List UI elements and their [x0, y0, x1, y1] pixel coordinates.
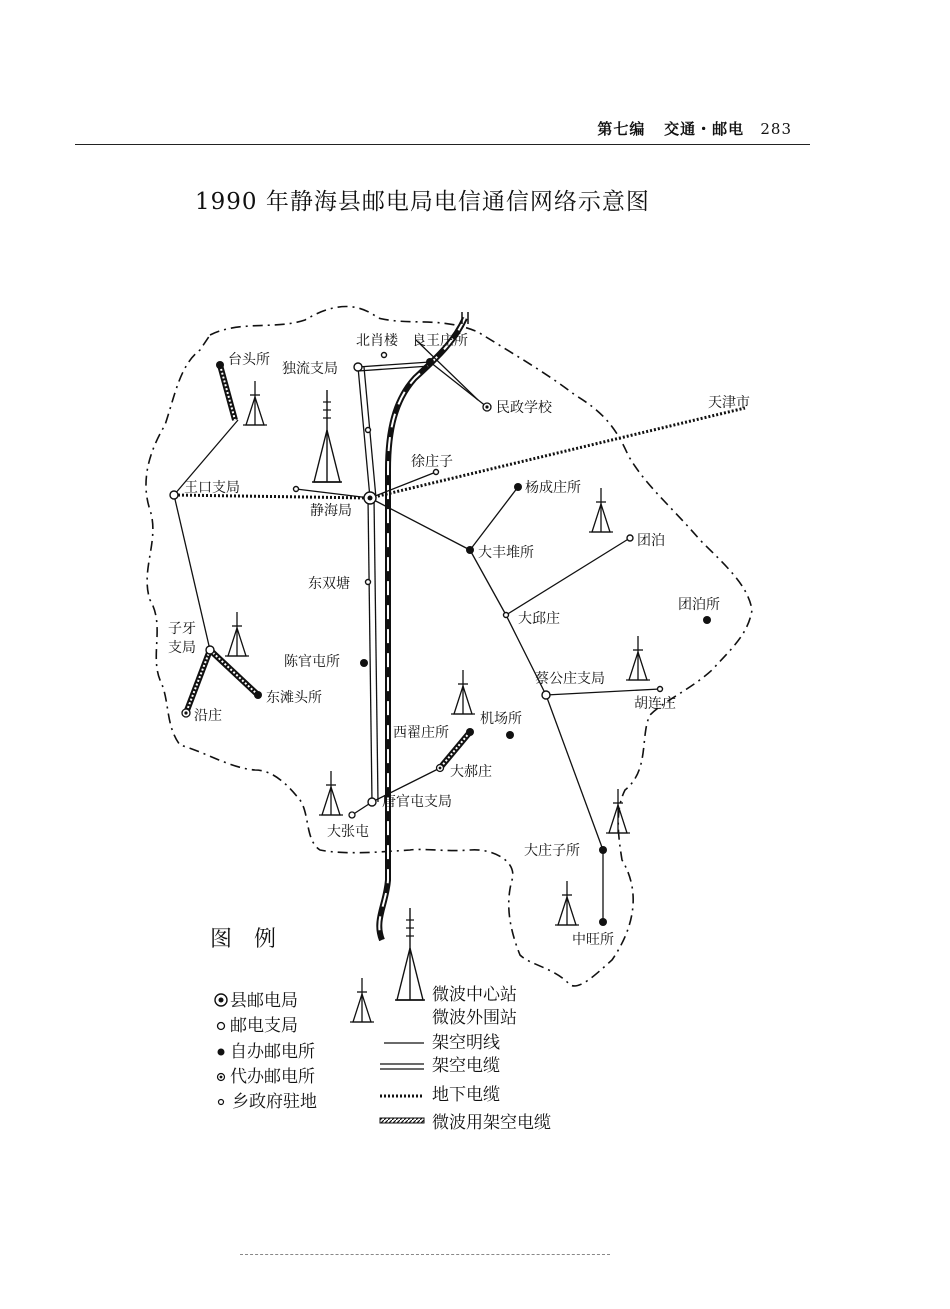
legend-agent-office: 代办邮电所	[230, 1067, 315, 1087]
label-daqiuzhuang: 大邱庄	[518, 611, 560, 627]
microwave-tower-yangcheng	[589, 488, 613, 532]
label-xuzhuangzi: 徐庄子	[411, 454, 453, 470]
node-duliu	[354, 363, 362, 371]
label-xidizhuang: 西翟庄所	[393, 725, 449, 741]
node-tuanbo-village	[627, 535, 633, 541]
label-jinghai: 静海局	[310, 503, 352, 519]
microwave-tower-ziya	[225, 612, 249, 656]
label-tuanbo-station: 团泊所	[678, 597, 720, 613]
label-duliu: 独流支局	[282, 361, 338, 377]
legend-branch-bureau: 邮电支局	[230, 1016, 298, 1036]
node-dongtan	[254, 691, 262, 699]
legend-county-bureau: 县邮电局	[230, 991, 298, 1011]
label-wangkou: 王口支局	[184, 480, 240, 496]
node-dongshuang	[366, 580, 371, 585]
node-liangwang	[426, 358, 434, 366]
node-tangguan	[368, 798, 376, 806]
legend-title: 图 例	[210, 927, 277, 952]
label-yangchengzhuang: 杨成庄所	[525, 480, 581, 496]
label-dahaozhuang: 大郝庄	[450, 764, 492, 780]
node-chenguan	[360, 659, 368, 667]
microwave-center-tower-jinghai	[312, 390, 342, 482]
node-taitou	[216, 361, 224, 369]
page-number: 283	[760, 120, 792, 138]
node-dazhang	[349, 812, 355, 818]
label-caigongzhuang: 蔡公庄支局	[535, 671, 605, 687]
line-dafengdui-yangcheng	[470, 487, 518, 550]
node-beixiao	[382, 353, 387, 358]
label-liangwangzhuang: 良王庄所	[412, 333, 468, 349]
map-title: 1990 年静海县邮电局电信通信网络示意图	[195, 189, 650, 215]
label-jichang: 机场所	[480, 711, 522, 727]
label-dazhangtun: 大张屯	[327, 824, 369, 840]
legend-overhead-open-wire: 架空明线	[432, 1033, 500, 1053]
microwave-tower-dazhuangzi	[606, 789, 630, 833]
node-zhongwang	[599, 918, 607, 926]
node-caigong	[542, 691, 550, 699]
node-jichang	[506, 731, 514, 739]
label-taitou: 台头所	[228, 352, 270, 368]
node-xidi	[466, 728, 474, 736]
node-dazhuangzi	[599, 846, 607, 854]
chapter-label: 第七编	[597, 120, 646, 138]
label-zhongwang: 中旺所	[572, 932, 614, 948]
legend-own-office: 自办邮电所	[230, 1042, 315, 1062]
label-dongtantou: 东滩头所	[266, 690, 322, 706]
line-jinghai-south	[368, 498, 372, 802]
legend	[210, 908, 551, 1133]
section-label: 交通・邮电	[664, 120, 745, 138]
microwave-tower-xidi	[451, 670, 475, 714]
line-caigong-hulian	[546, 689, 660, 695]
railway-line-dashes	[379, 318, 465, 940]
legend-microwave-peripheral-icon	[350, 978, 374, 1022]
label-tianjin: 天津市	[708, 395, 750, 411]
node-duliu-south	[366, 428, 371, 433]
label-dafengdui: 大丰堆所	[478, 545, 534, 561]
node-tuanbo-station	[703, 616, 711, 624]
node-yangcheng	[514, 483, 522, 491]
node-daqiu	[504, 613, 509, 618]
node-dafengdui	[466, 546, 474, 554]
label-tangguantun: 唐官屯支局	[382, 794, 452, 810]
node-ziya	[206, 646, 214, 654]
node-wangkou-west	[294, 487, 299, 492]
railway-line	[379, 318, 465, 940]
microwave-tower-dazhang	[319, 771, 343, 815]
label-yanzhuang: 沿庄	[194, 708, 222, 724]
node-xuzhuangzi	[434, 470, 439, 475]
node-wangkou	[170, 491, 178, 499]
legend-overhead-cable: 架空电缆	[432, 1056, 500, 1076]
label-hulianzhuang: 胡连庄	[634, 696, 676, 712]
microwave-tower-zhongwang	[555, 881, 579, 925]
line-caigong-dazhuangzi	[546, 695, 603, 850]
label-minzhengxuexiao: 民政学校	[496, 400, 552, 416]
scan-artifact-line	[240, 1254, 610, 1255]
microwave-tower-taitou	[243, 381, 267, 425]
legend-microwave-center: 微波中心站	[432, 985, 517, 1005]
label-ziya-2: 支局	[168, 640, 196, 656]
label-beixiaolou: 北肖楼	[356, 333, 398, 349]
legend-microwave-center-icon	[395, 908, 425, 1000]
legend-microwave-peripheral: 微波外围站	[432, 1008, 517, 1028]
legend-township-seat: 乡政府驻地	[232, 1092, 317, 1112]
label-chenguantun: 陈官屯所	[284, 654, 340, 670]
legend-underground-cable: 地下电缆	[432, 1085, 500, 1105]
microwave-tower-caigong	[626, 636, 650, 680]
label-ziya-1: 子牙	[168, 621, 196, 637]
line-liangwang-minzheng	[430, 362, 487, 407]
label-dazhuangzi: 大庄子所	[524, 843, 580, 859]
label-dongshuangtang: 东双塘	[308, 576, 350, 592]
legend-microwave-overhead-cable: 微波用架空电缆	[432, 1113, 551, 1133]
label-tuanbo-village: 团泊	[637, 533, 665, 549]
node-hulian	[658, 687, 663, 692]
